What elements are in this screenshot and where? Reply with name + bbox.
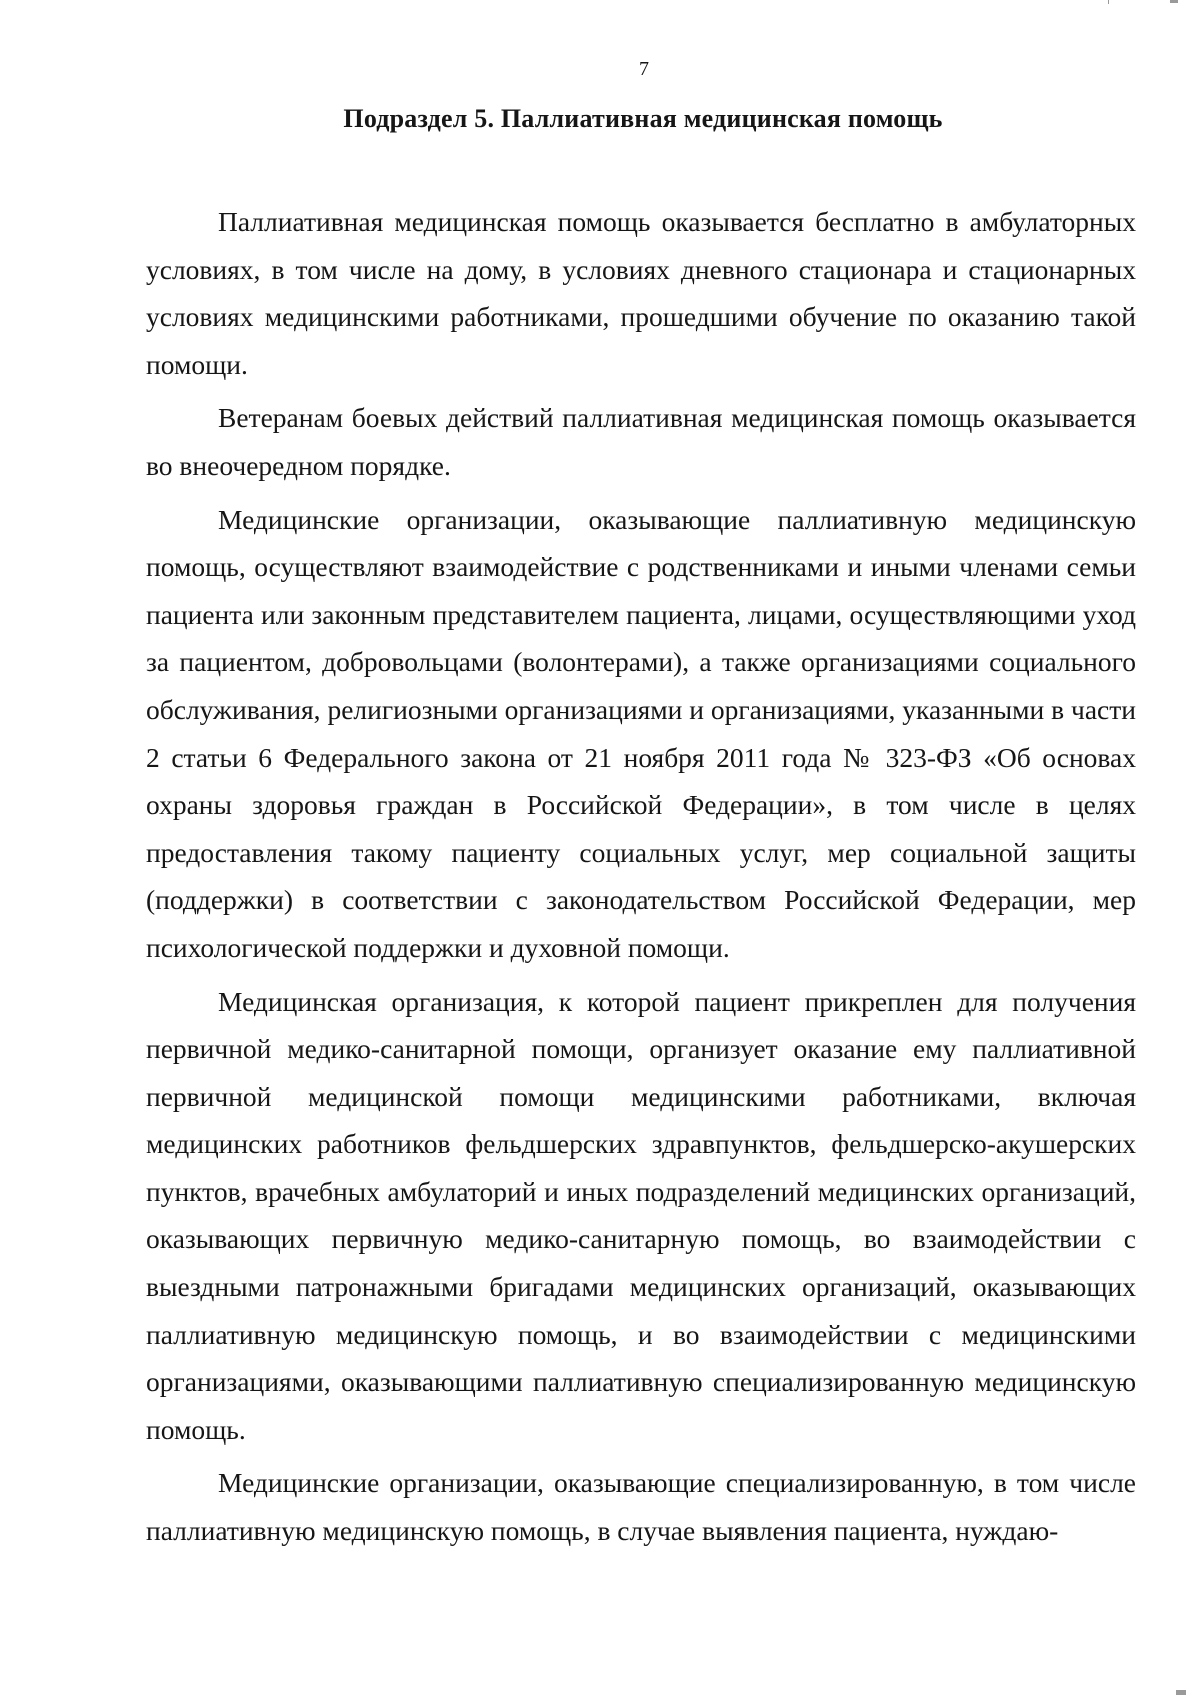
body-text (146, 198, 1136, 1555)
paragraph: Ветеранам боевых действий паллиативная медицинская помощь оказывается во внеочередном порядке. (146, 402, 1136, 481)
paragraph: Медицинская организация, к которой пациент прикреплен для получения первичной медико-санитарной помощи, организует оказание ему паллиативной первичной медицинской помощи медицинскими работниками, включая медицинских работников фельдшерских здравпунктов, фельдшерско-акушерских пунктов, врачебных амбулаторий и иных подразделений медицинских организаций, оказывающих первичную медико-санитарную помощь, во взаимодействии с выездными патронажными бригадами медицинских организаций, оказывающих паллиативную медицинскую помощь, и во взаимодействии с медицинскими организациями, оказывающими паллиативную специализированную медицинскую помощь. (146, 985, 1136, 1445)
section-heading: Подраздел 5. Паллиативная медицинская помощь (343, 104, 943, 133)
page-number: 7 (639, 58, 649, 80)
scan-artifact-top (1108, 0, 1109, 4)
scan-artifact-top-right (1170, 0, 1178, 3)
paragraph: Паллиативная медицинская помощь оказывается бесплатно в амбулаторных условиях, в том числе на дому, в условиях дневного стационара и стационарных условиях медицинскими работниками, прошедшими обучение по оказанию такой помощи. (146, 206, 1136, 380)
scan-artifact-bottom-right (1176, 1690, 1186, 1695)
paragraph: Медицинские организации, оказывающие специализированную, в том числе паллиативную медицинскую помощь, в случае выявления пациента, нуждаю- (146, 1467, 1136, 1547)
paragraph: Медицинские организации, оказывающие паллиативную медицинскую помощь, осуществляют взаимодействие с родственниками и иными членами семьи пациента или законным представителем пациента, лицами, осуществляющими уход за пациентом, добровольцами (волонтерами), а также организациями социального обслуживания, религиозными организациями и организациями, указанными в части 2 статьи 6 Федерального закона от 21 ноября 2011 года № 323-ФЗ «Об основах охраны здоровья граждан в Российской Федерации», в том числе в целях предоставления такому пациенту социальных услуг, мер социальной защиты (поддержки) в соответствии с законодательством Российской Федерации, мер психологической поддержки и духовной помощи. (146, 503, 1136, 963)
